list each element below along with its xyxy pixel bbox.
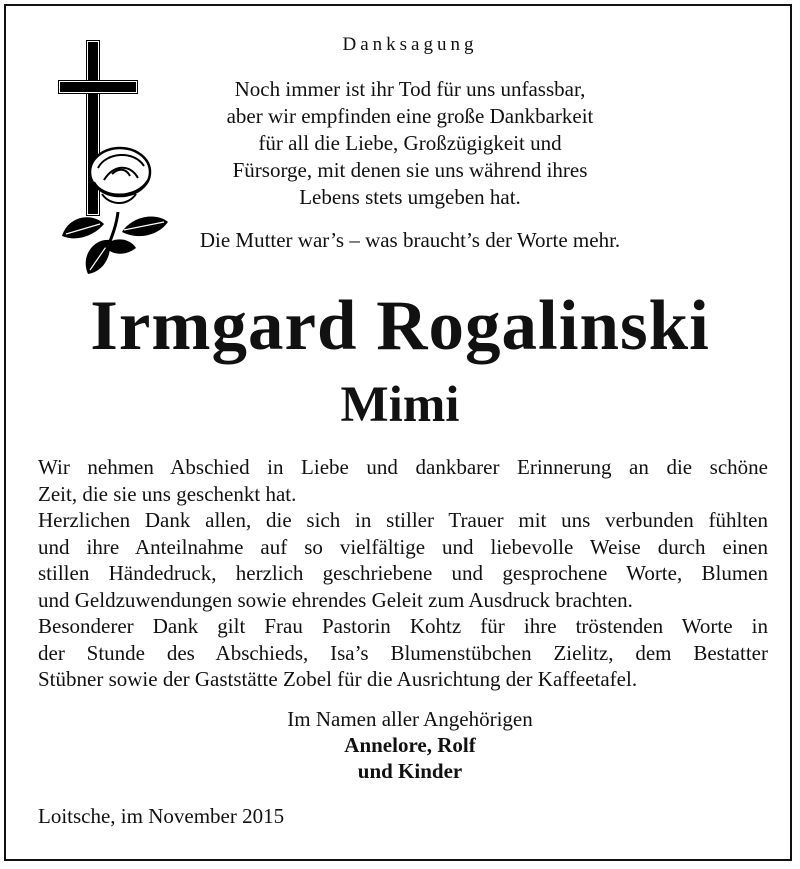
body-line: Stübner sowie der Gaststätte Zobel für die Ausrichtung der Kaffeetafel. bbox=[38, 667, 638, 691]
signature-block bbox=[200, 706, 620, 784]
signature-names: Annelore, Rolf bbox=[344, 733, 476, 757]
place-date: Loitsche, im November 2015 bbox=[38, 804, 285, 828]
deceased-nickname: Mimi bbox=[340, 377, 460, 433]
body-line: und Geldzuwendungen sowie ehrendes Geleit zum Ausdruck brachten. bbox=[38, 587, 633, 612]
signature-intro: Im Namen aller Angehörigen bbox=[287, 707, 533, 731]
verse-line: Lebens stets umgeben hat. bbox=[299, 185, 521, 209]
body-line: Zeit, die sie uns geschenkt hat. bbox=[38, 481, 297, 506]
body-line: stillen Händedruck, herzlich geschriebene und gesprochene Worte, Blumen bbox=[38, 561, 768, 585]
verse-line: Noch immer ist ihr Tod für uns unfassbar, bbox=[234, 77, 586, 101]
body-line: und ihre Anteilnahme auf so vielfältige und liebevolle Weise durch einen bbox=[38, 534, 768, 559]
thanks-paragraph bbox=[38, 454, 768, 693]
motto: Die Mutter war’s – was braucht’s der Worte mehr. bbox=[199, 228, 621, 252]
verse-block bbox=[170, 76, 650, 211]
notice-heading: Danksagung bbox=[342, 34, 478, 55]
verse-line: Fürsorge, mit denen sie uns während ihres bbox=[232, 158, 588, 182]
body-line: der Stunde des Abschieds, Isa’s Blumenstübchen Zielitz, dem Bestatter bbox=[38, 640, 768, 665]
body-line: Herzlichen Dank allen, die sich in stiller Trauer mit uns verbunden fühlten bbox=[38, 508, 768, 532]
verse-line: aber wir empfinden eine große Dankbarkeit bbox=[226, 104, 594, 128]
verse-line: für all die Liebe, Großzügigkeit und bbox=[258, 131, 562, 155]
body-line: Besonderer Dank gilt Frau Pastorin Kohtz für ihre tröstenden Worte in bbox=[38, 614, 768, 638]
body-line: Wir nehmen Abschied in Liebe und dankbarer Erinnerung an die schöne bbox=[38, 455, 768, 479]
signature-names: und Kinder bbox=[357, 759, 463, 783]
rose-icon bbox=[62, 148, 168, 274]
deceased-name: Irmgard Rogalinski bbox=[90, 287, 710, 365]
